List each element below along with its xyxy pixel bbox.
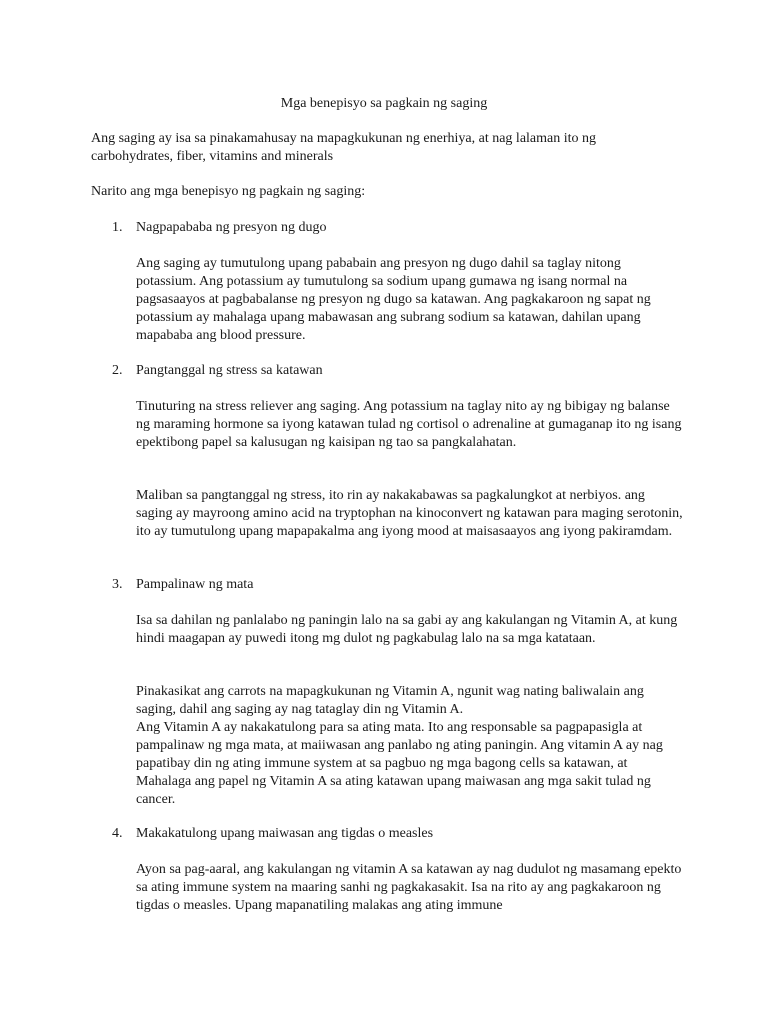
item-2-body-a [136, 398, 684, 452]
list-item-heading-3 [112, 576, 253, 594]
lead-sentence: Narito ang mga benepisyo ng pagkain ng saging: [91, 184, 366, 199]
list-number: 3. [112, 577, 123, 592]
body-paragraph: Ang Vitamin A ay nakakatulong para sa ating mata. Ito ang responsable sa pagpapasigla at pampalinaw ng mga mata, at maiiwasan ang panlabo ng ating paningin. Ang vitamin A ay nag papatibay din ng ating immune system at sa pagbuo ng mga bagong cells sa katawan, at Mahalaga ang papel ng Vitamin A sa ating katawan upang maiwasan ang mga sakit tulad ng cancer. [136, 720, 663, 807]
item-1-body [136, 255, 684, 345]
list-item-heading-1 [112, 219, 327, 237]
body-paragraph: Tinuturing na stress reliever ang saging. Ang potassium na taglay nito ay ng bibigay ng balanse ng maraming hormone sa iyong katawan tulad ng cortisol o adrenaline at gumaganap ito ng isang epektibong papel sa kalusugan ng kaisipan ng tao sa pangkalahatan. [136, 399, 682, 450]
intro-paragraph: Ang saging ay isa sa pinakamahusay na mapagkukunan ng enerhiya, at nag lalaman ito ng carbohydrates, fiber, vitamins and minerals [91, 131, 597, 164]
list-number: 1. [112, 220, 123, 235]
list-number: 2. [112, 363, 123, 378]
item-4-body [136, 861, 684, 915]
list-item-heading-2 [112, 362, 323, 380]
list-item-heading-4 [112, 825, 433, 843]
list-heading-text: Pangtanggal ng stress sa katawan [136, 363, 323, 378]
body-paragraph: Maliban sa pangtanggal ng stress, ito rin ay nakakabawas sa pagkalungkot at nerbiyos. ang saging ay mayroong amino acid na tryptophan na kinoconvert ng katawan para maging serotonin, ito ay tumutulong upang mapapakalma ang iyong mood at maisasaayos ang iyong pakiramdam. [136, 488, 683, 539]
list-heading-text: Nagpapababa ng presyon ng dugo [136, 220, 327, 235]
document-title: Mga benepisyo sa pagkain ng saging [280, 96, 488, 111]
body-paragraph: Isa sa dahilan ng panlalabo ng paningin lalo na sa gabi ay ang kakulangan ng Vitamin A, at kung hindi maagapan ay puwedi itong mg dulot ng pagkabulag lalo na sa mga katataan. [136, 613, 678, 646]
item-3-body-a [136, 612, 684, 648]
item-2-body-b [136, 487, 684, 541]
list-number: 4. [112, 826, 123, 841]
body-paragraph: Pinakasikat ang carrots na mapagkukunan ng Vitamin A, ngunit wag nating baliwalain ang saging, dahil ang saging ay nag tataglay din ng Vitamin A. [136, 684, 644, 717]
list-heading-text: Makakatulong upang maiwasan ang tigdas o measles [136, 826, 434, 841]
list-heading-text: Pampalinaw ng mata [136, 577, 254, 592]
body-paragraph: Ang saging ay tumutulong upang pababain ang presyon ng dugo dahil sa taglay nitong potassium. Ang potassium ay tumutulong sa sodium upang gumawa ng isang normal na pagsasaayos at pagbabalanse ng presyon ng dugo sa katawan. Ang pagkakaroon ng sapat ng potassium ay mahalaga upang mabawasan ang subrang sodium sa katawan, dahilan upang mapababa ang blood pressure. [136, 256, 651, 343]
item-3-body-b [136, 683, 684, 809]
body-paragraph: Ayon sa pag-aaral, ang kakulangan ng vitamin A sa katawan ay nag dudulot ng masamang epekto sa ating immune system na maaring sanhi ng pagkakasakit. Isa na rito ay ang pagkakaroon ng tigdas o measles. Upang mapanatiling malakas ang ating immune [136, 862, 682, 913]
